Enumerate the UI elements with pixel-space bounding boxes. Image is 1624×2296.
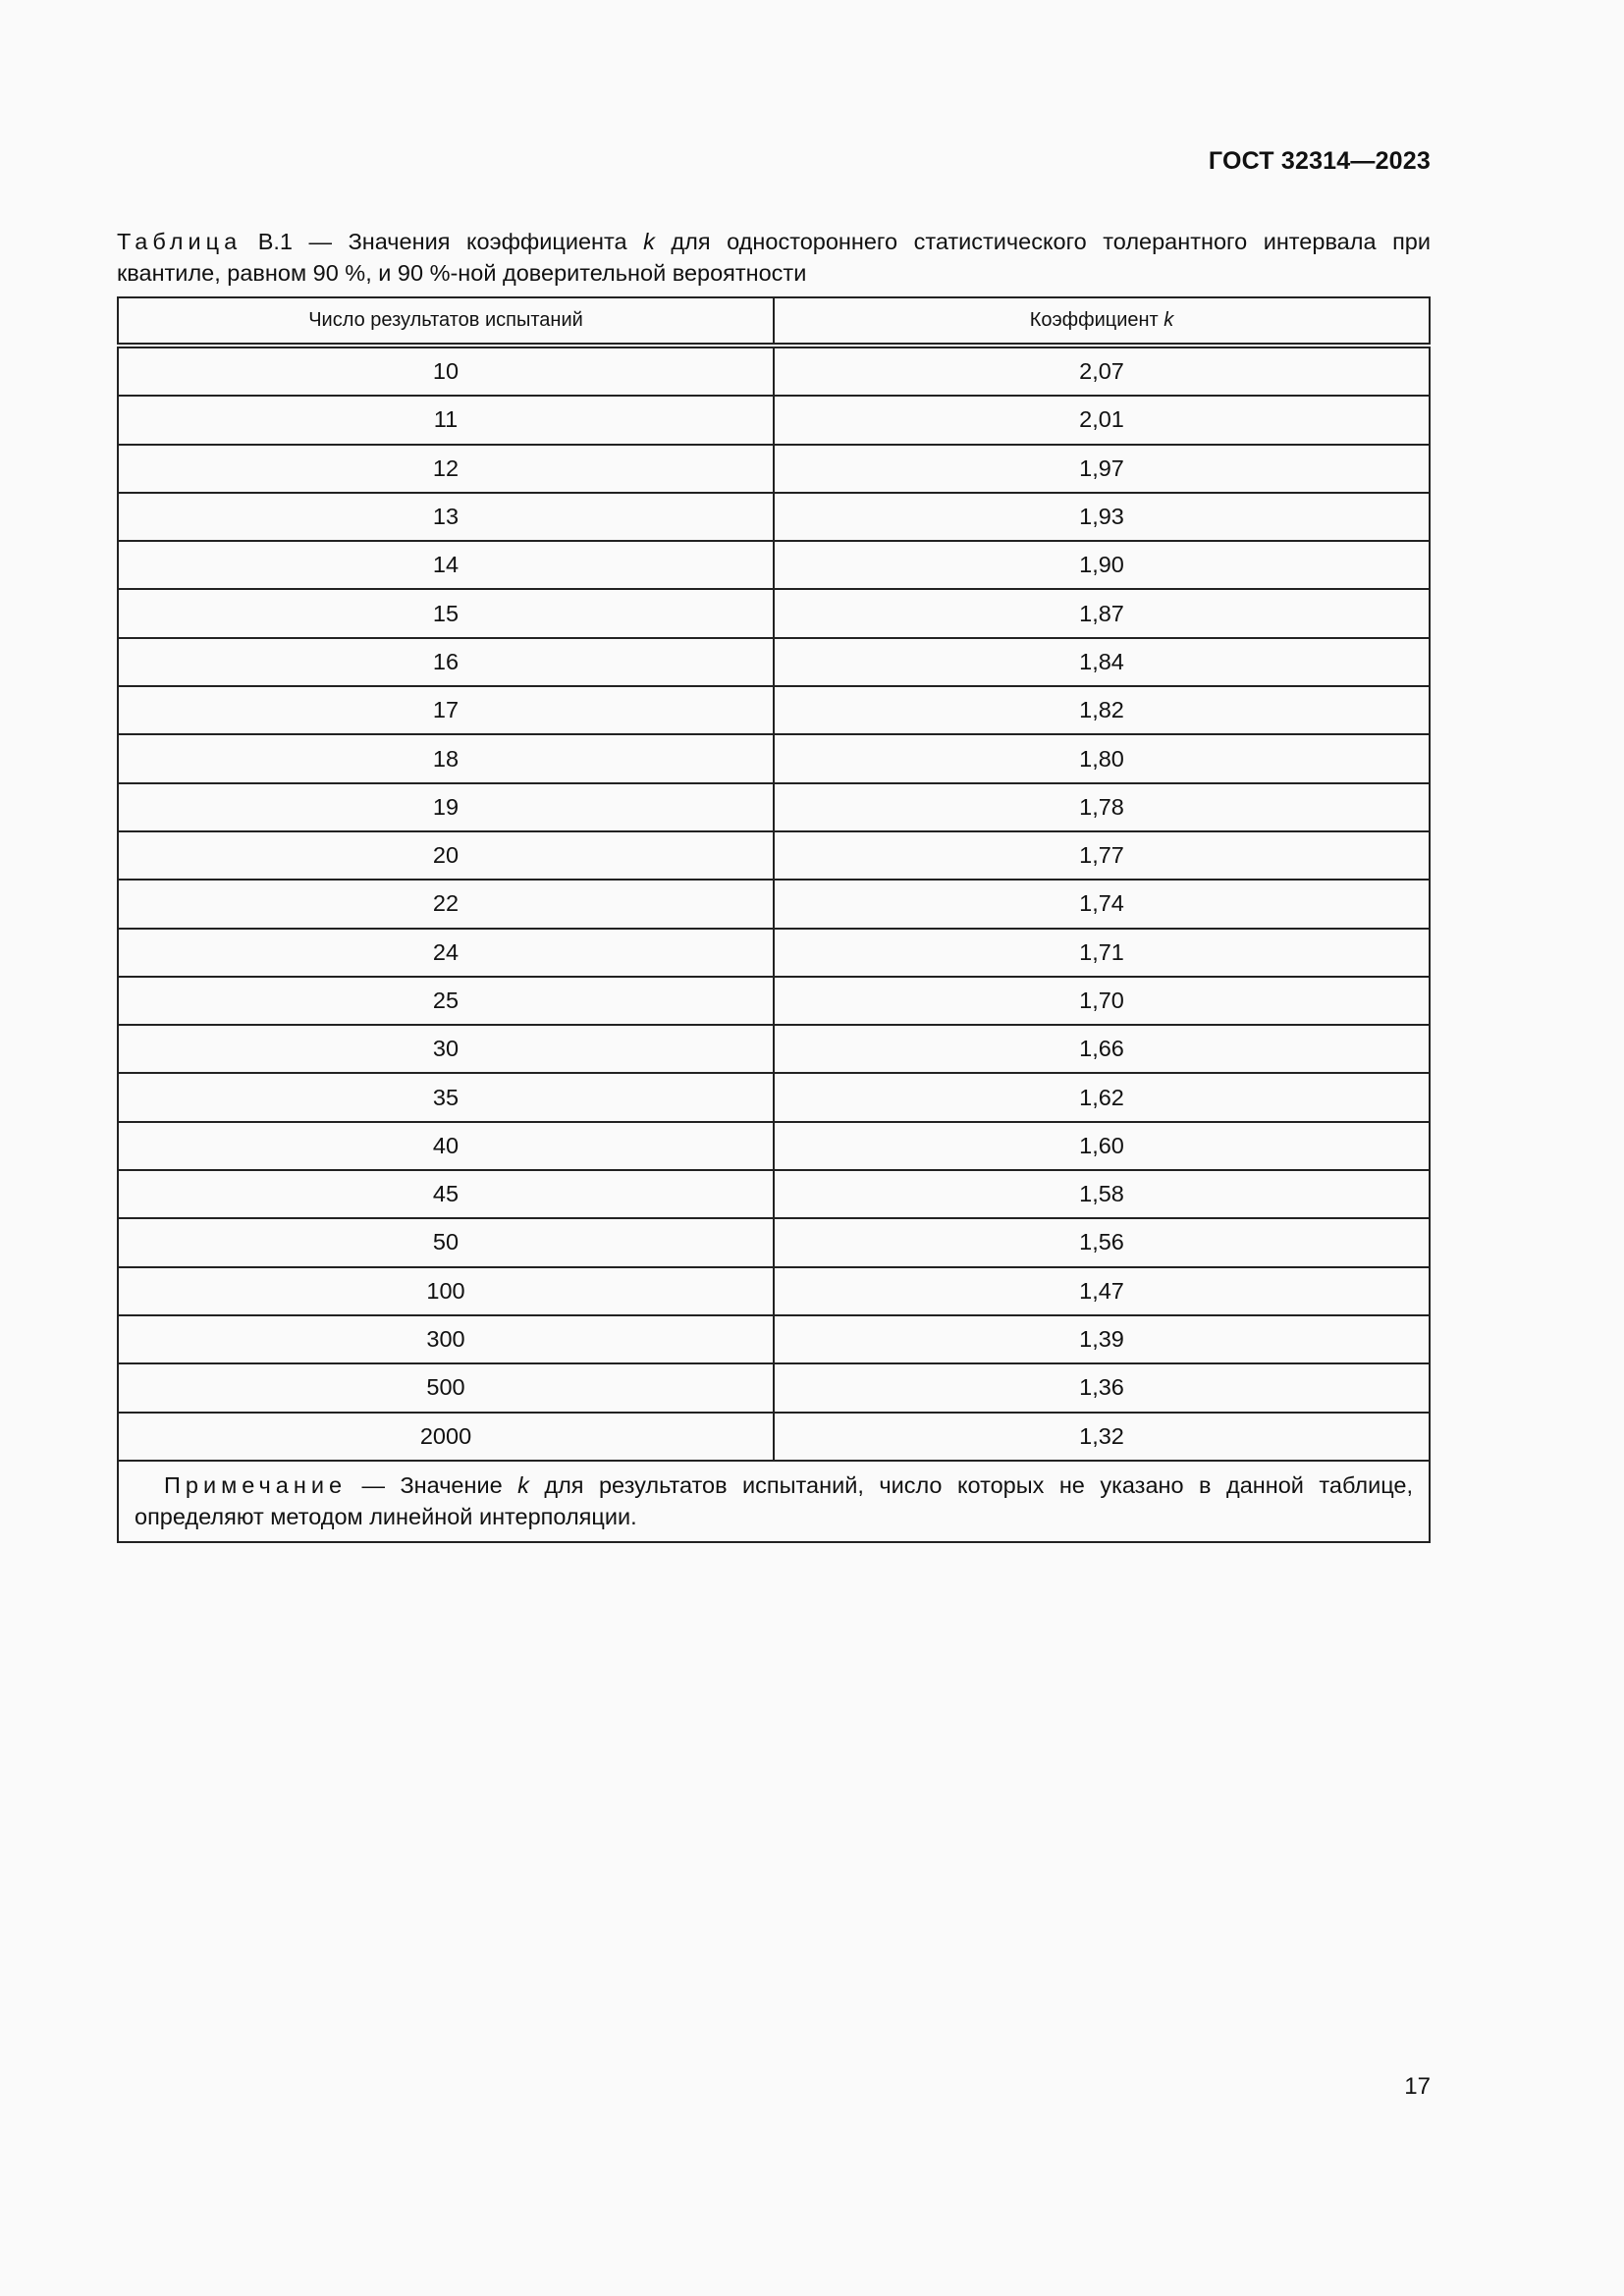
cell-test-count: 14 (118, 541, 774, 589)
cell-coefficient: 1,32 (774, 1413, 1430, 1461)
cell-coefficient: 1,60 (774, 1122, 1430, 1170)
cell-coefficient: 1,77 (774, 831, 1430, 880)
cell-test-count: 24 (118, 929, 774, 977)
table-note (118, 1461, 1430, 1542)
cell-test-count: 300 (118, 1315, 774, 1363)
caption-number: В.1 (257, 229, 293, 254)
caption-label: Таблица (117, 229, 243, 254)
table-row (118, 1218, 1430, 1266)
table-row (118, 1267, 1430, 1315)
note-k-symbol: k (517, 1471, 529, 1498)
table-row (118, 1363, 1430, 1412)
cell-test-count: 22 (118, 880, 774, 928)
cell-coefficient: 1,47 (774, 1267, 1430, 1315)
cell-test-count: 17 (118, 686, 774, 734)
table-row (118, 638, 1430, 686)
table-row (118, 831, 1430, 880)
table-row (118, 1122, 1430, 1170)
table-row (118, 589, 1430, 637)
cell-test-count: 15 (118, 589, 774, 637)
table-row (118, 783, 1430, 831)
table-row (118, 929, 1430, 977)
cell-test-count: 18 (118, 734, 774, 782)
cell-test-count: 16 (118, 638, 774, 686)
note-text-start: — Значение (347, 1471, 518, 1498)
table-row (118, 346, 1430, 396)
coefficient-table (117, 296, 1431, 1543)
note-text-end: для результатов испытаний, число которых не указано в данной таблице, определяют методом линейной интерполяции. (135, 1471, 1413, 1529)
table-row (118, 396, 1430, 444)
cell-coefficient: 1,70 (774, 977, 1430, 1025)
cell-coefficient: 1,97 (774, 445, 1430, 493)
cell-test-count: 13 (118, 493, 774, 541)
cell-test-count: 40 (118, 1122, 774, 1170)
table-row (118, 977, 1430, 1025)
cell-coefficient: 1,39 (774, 1315, 1430, 1363)
cell-test-count: 12 (118, 445, 774, 493)
table-row (118, 445, 1430, 493)
table-row (118, 1413, 1430, 1461)
col-header-k-symbol: k (1164, 309, 1174, 331)
cell-coefficient: 2,07 (774, 346, 1430, 396)
coefficient-table-wrap (117, 296, 1431, 1543)
cell-coefficient: 1,62 (774, 1073, 1430, 1121)
cell-test-count: 10 (118, 346, 774, 396)
cell-coefficient: 1,84 (774, 638, 1430, 686)
table-row (118, 1170, 1430, 1218)
table-row (118, 1315, 1430, 1363)
document-code: ГОСТ 32314—2023 (1208, 147, 1431, 175)
cell-coefficient: 1,36 (774, 1363, 1430, 1412)
cell-test-count: 50 (118, 1218, 774, 1266)
table-row (118, 493, 1430, 541)
col-header-coefficient-text: Коэффициент (1029, 309, 1164, 331)
table-row (118, 1025, 1430, 1073)
caption-k-symbol: k (643, 229, 655, 254)
table-row (118, 880, 1430, 928)
cell-coefficient: 2,01 (774, 396, 1430, 444)
note-label: Примечание (164, 1471, 348, 1498)
caption-text-end: для одностороннего статистического толерантного интервала при квантиле, равном 90 %, и 90 %-ной доверительной вероятности (117, 229, 1431, 286)
table-note-row (118, 1461, 1430, 1542)
cell-test-count: 30 (118, 1025, 774, 1073)
cell-coefficient: 1,71 (774, 929, 1430, 977)
cell-coefficient: 1,66 (774, 1025, 1430, 1073)
table-caption (117, 226, 1431, 289)
cell-test-count: 19 (118, 783, 774, 831)
cell-test-count: 500 (118, 1363, 774, 1412)
table-row (118, 686, 1430, 734)
table-row (118, 734, 1430, 782)
cell-test-count: 45 (118, 1170, 774, 1218)
cell-test-count: 35 (118, 1073, 774, 1121)
table-row (118, 1073, 1430, 1121)
cell-test-count: 25 (118, 977, 774, 1025)
cell-coefficient: 1,90 (774, 541, 1430, 589)
cell-coefficient: 1,56 (774, 1218, 1430, 1266)
cell-coefficient: 1,74 (774, 880, 1430, 928)
cell-coefficient: 1,82 (774, 686, 1430, 734)
cell-coefficient: 1,80 (774, 734, 1430, 782)
cell-test-count: 20 (118, 831, 774, 880)
cell-test-count: 2000 (118, 1413, 774, 1461)
table-row (118, 541, 1430, 589)
table-header-row (118, 297, 1430, 346)
col-header-coefficient (774, 297, 1430, 346)
cell-test-count: 100 (118, 1267, 774, 1315)
cell-coefficient: 1,87 (774, 589, 1430, 637)
table-body (118, 346, 1430, 1461)
cell-coefficient: 1,78 (774, 783, 1430, 831)
col-header-test-count: Число результатов испытаний (118, 297, 774, 346)
caption-text-start: — Значения коэффициента (292, 229, 644, 254)
cell-test-count: 11 (118, 396, 774, 444)
cell-coefficient: 1,58 (774, 1170, 1430, 1218)
page-number: 17 (1404, 2073, 1431, 2100)
cell-coefficient: 1,93 (774, 493, 1430, 541)
